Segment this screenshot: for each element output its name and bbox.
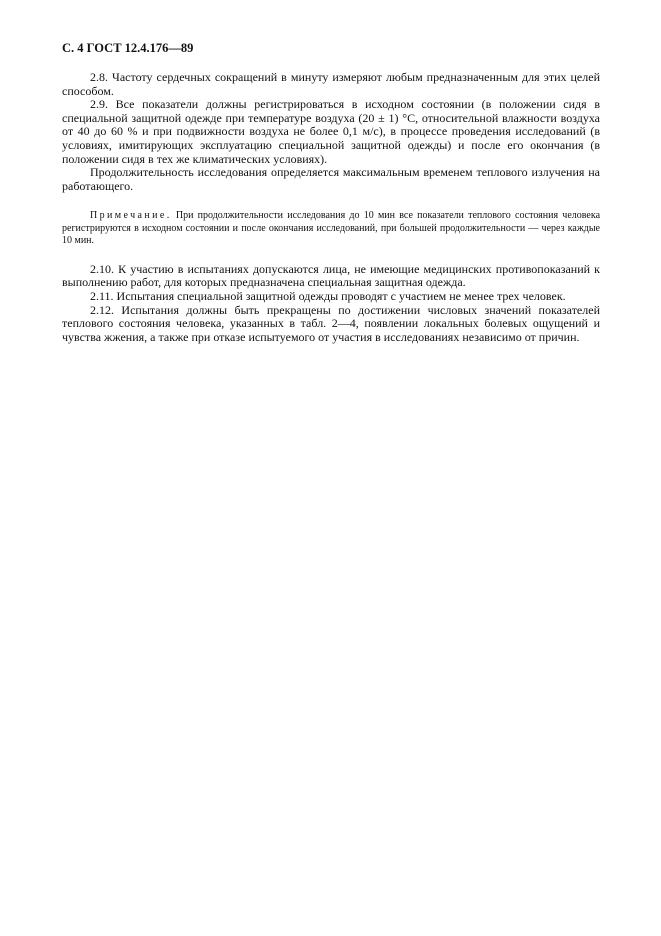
paragraph-2-8: 2.8. Частоту сердечных сокращений в минуту измеряют любым предназначенным для этих целей способом. — [62, 70, 600, 98]
document-page — [62, 40, 600, 344]
paragraph-duration: Продолжительность исследования определяется максимальным временем теплового излучения на работающего. — [62, 165, 600, 193]
paragraph-2-10: 2.10. К участию в испытаниях допускаются лица, не имеющие медицинских противопоказаний к выполнению работ, для которых предназначена специальная защитная одежда. — [62, 261, 600, 290]
note-label: Примечание. — [90, 210, 172, 222]
paragraph-2-12: 2.12. Испытания должны быть прекращены по достижении числовых значений показателей теплового состояния человека, указанных в табл. 2—4, появлении локальных болевых ощущений и чувства жжения, а также при отказе испытуемого от участия в исследованиях независимо от причин. — [62, 302, 600, 344]
paragraph-2-11: 2.11. Испытания специальной защитной одежды проводят с участием не менее трех человек. — [90, 289, 566, 304]
note — [62, 210, 600, 248]
note-text: При продолжительности исследования до 10 мин все показатели теплового состояния человека регистрируются в исходном состоянии и после окончания исследований, при большей продолжительности — через каждые 10 мин. — [62, 210, 601, 247]
page-header: С. 4 ГОСТ 12.4.176—89 — [62, 41, 194, 55]
paragraph-2-9: 2.9. Все показатели должны регистрироваться в исходном состоянии (в положении сидя в специальной защитной одежде при температуре воздуха (20 ± 1) °С, относительной влажности воздуха от 40 до 60 % и при подвижности воздуха не более 0,1 м/с), в процессе проведения исследований (в условиях, имитирующих эксплуатацию специальной защитной одежды) и после его окончания (в положении сидя в тех же климатических условиях). — [62, 97, 600, 166]
